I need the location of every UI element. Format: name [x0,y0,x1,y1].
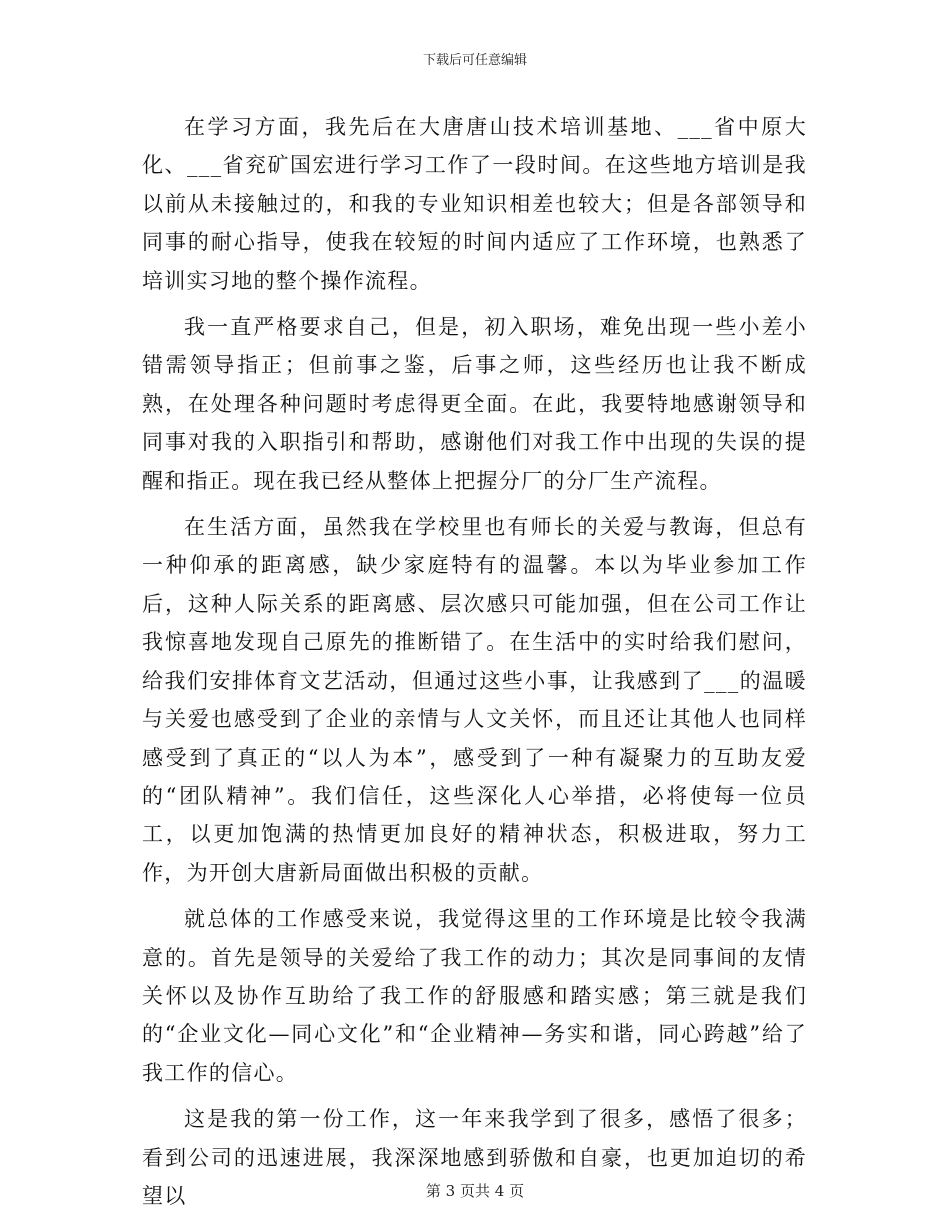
paragraph-work-feelings: 就总体的工作感受来说，我觉得这里的工作环境是比较令我满意的。首先是领导的关爱给了我工作的动力；其次是同事间的友情关怀以及协作互助给了我工作的舒服感和踏实感；第三就是我们的“企业文化—同心文化”和“企业精神—务实和谐，同心跨越”给了我工作的信心。 [142,907,807,1085]
paragraph-first-job: 这是我的第一份工作，这一年来我学到了很多，感悟了很多；看到公司的迅速进展，我深深地感到骄傲和自豪，也更加迫切的希望以 [142,1107,807,1208]
page-number-footer: 第 3 页共 4 页 [425,1182,525,1200]
paragraph-life: 在生活方面，虽然我在学校里也有师长的关爱与教诲，但总有一种仰承的距离感，缺少家庭特有的温馨。本以为毕业参加工作后，这种人际关系的距离感、层次感只可能加强，但在公司工作让我惊喜地发现自己原先的推断错了。在生活中的实时给我们慰问，给我们安排体育文艺活动，但通过这些小事，让我感到了___的温暖与关爱也感受到了企业的亲情与人文关怀，而且还让其他人也同样感受到了真正的“以人为本”，感受到了一种有凝聚力的互助友爱的“团队精神”。我们信任，这些深化人心举措，必将使每一位员工，以更加饱满的热情更加良好的精神状态，积极进取，努力工作，为开创大唐新局面做出积极的贡献。 [142,515,807,885]
paragraph-study: 在学习方面，我先后在大唐唐山技术培训基地、___省中原大化、___省兖矿国宏进行学习工作了一段时间。在这些地方培训是我以前从未接触过的，和我的专业知识相差也较大；但是各部领导和同事的耐心指导，使我在较短的时间内适应了工作环境，也熟悉了培训实习地的整个操作流程。 [142,115,807,293]
document-body [142,108,807,1223]
paragraph-self-discipline: 我一直严格要求自己，但是，初入职场，难免出现一些小差小错需领导指正；但前事之鉴，后事之师，这些经历也让我不断成熟，在处理各种问题时考虑得更全面。在此，我要特地感谢领导和同事对我的入职指引和帮助，感谢他们对我工作中出现的失误的提醒和指正。现在我已经从整体上把握分厂的分厂生产流程。 [142,315,807,493]
page-header-note: 下载后可任意编辑 [422,53,527,68]
